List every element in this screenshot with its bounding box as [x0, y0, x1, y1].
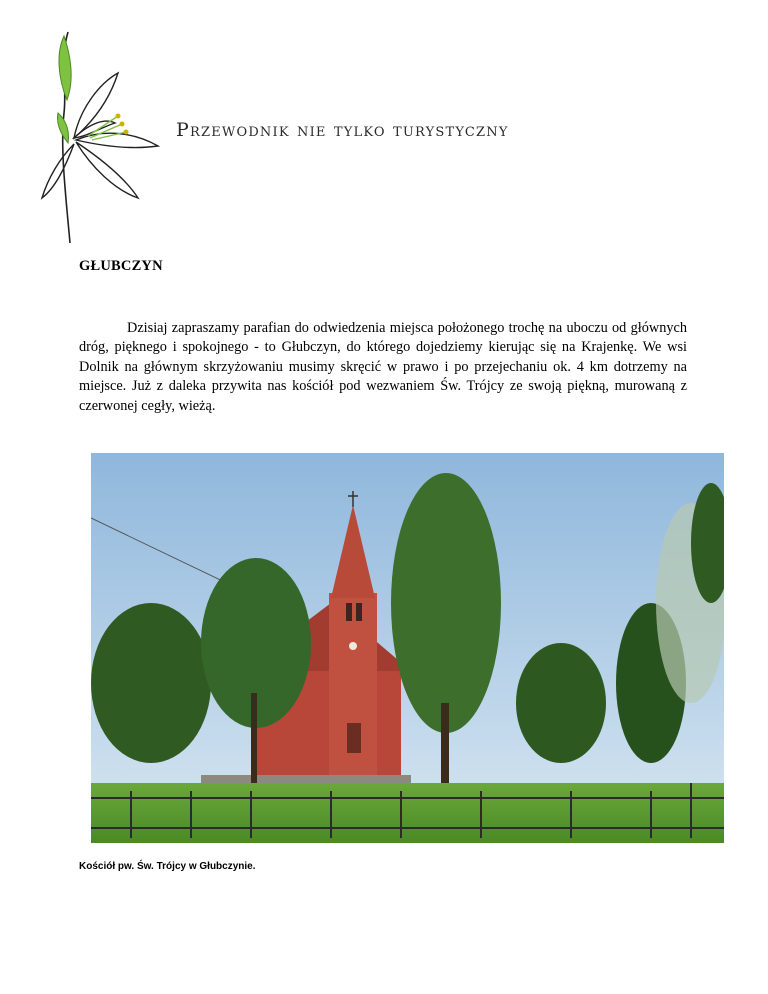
header-title: Przewodnik nie tylko turystyczny: [176, 119, 509, 141]
lily-logo-icon: [30, 28, 180, 248]
article-paragraph: Dzisiaj zapraszamy parafian do odwiedzenia miejsca położonego trochę na uboczu od głównych dróg, pięknego i spokojnego - to Głubczyn, do którego dojedziemy kierując się na Krajenkę. We wsi Dolnik na głównym skrzyżowaniu musimy skręcić w prawo i po przejechaniu ok. 4 km dotrzemy na miejsce. Już z daleka przywita nas kościół pod wezwaniem Św. Trójcy ze swoją piękną, murowaną z czerwonej cegły, wieżą.: [79, 320, 687, 414]
article-heading: GŁUBCZYN: [79, 258, 163, 274]
church-photo: [91, 453, 724, 843]
photo-caption: Kościół pw. Św. Trójcy w Głubczynie.: [79, 861, 256, 872]
